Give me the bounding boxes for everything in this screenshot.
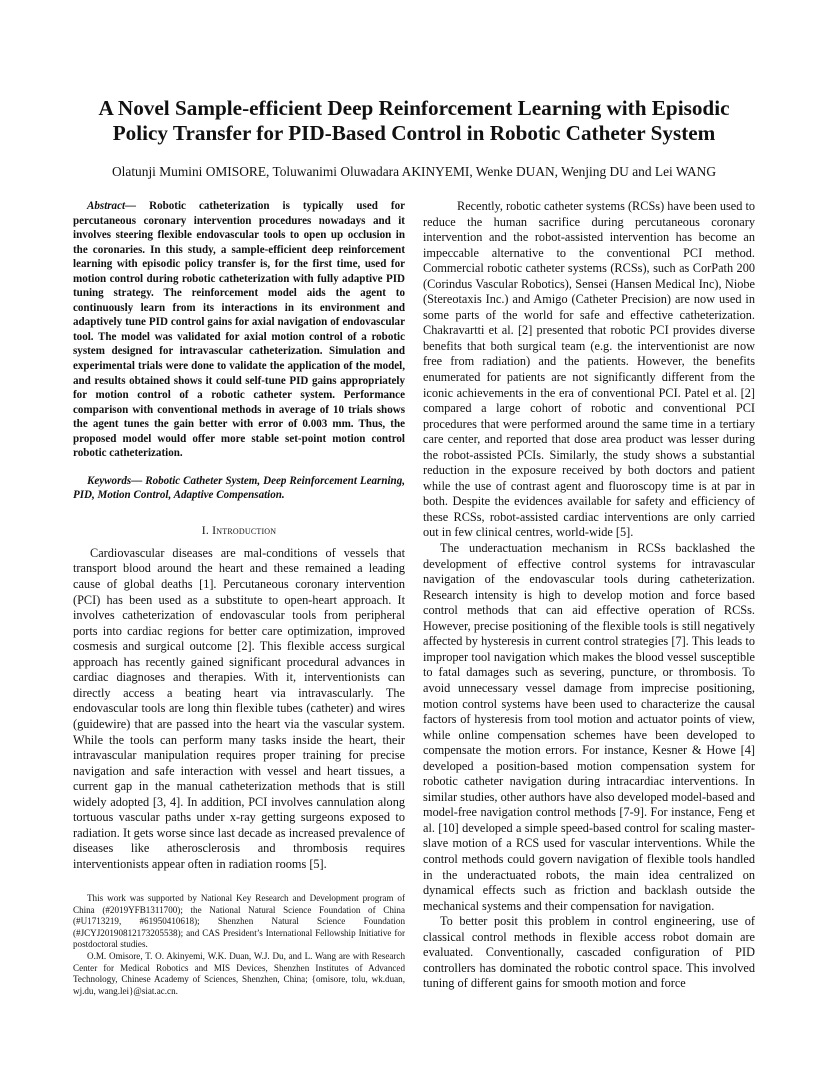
right-column	[423, 199, 755, 992]
intro-paragraph-2: Recently, robotic catheter systems (RCSs) have been used to reduce the human sacrifice during percutaneous coronary intervention and the robot-assisted intervention has become an impeccable alternative to the conventional PCI method. Commercial robotic catheter systems (RCSs), such as CorPath 200 (Corindus Vascular Robotics), Sensei (Hansen Medical Inc), Niobe (Stereotaxis Inc.) and Amigo (Catheter Precision) are now used in some parts of the world for safe and effective catheterization. Chakravartti et al. [2] presented that robotic PCI provides diverse benefits that both surgical team (e.g. the interventionist are now free from radiation) and the patients. However, the benefits enumerated for patients are not significantly different from the iconic achievements in the era of conventional PCI. Patel et al. [2] compared a large cohort of robotic and conventional PCI procedures that were performed around the same time in a tertiary care center, and reported that dose area product was lesser during the robot-assisted PCIs. Similarly, the study shows a substantial reduction in the exposure received by both doctors and patient while the use of contrast agent and fluoroscopy time is at par in both. Despite the evidences available for safety and efficiency of these RCSs, robot-assisted cardiac interventions are only carried out in few clinical centres, world-wide [5].	[423, 199, 756, 540]
section-numeral: I.	[201, 522, 209, 537]
section-heading-introduction	[73, 523, 405, 538]
abstract	[73, 199, 405, 461]
abstract-text: Robotic catheterization is typically used for percutaneous coronary intervention procedures nowadays and it involves steering flexible endovascular tools to open up occlusion in the coronaries. In this study, a sample-efficient deep reinforcement learning with episodic policy transfer is, for the first time, used for motion control during robotic catheterization with fully adaptive PID tuning strategy. The reinforcement model aids the agent to continuously learn from its interactions in its environment and adaptively tune PID control gains for axial navigation of endovascular tool. The model was validated for axial motion control of a robotic system designed for intravascular catheterization. Simulation and experimental trials were done to validate the application of the model, and results obtained shows it could self-tune PID gains appropriately for motion control of a robotic catheter system. Performance comparison with conventional methods in average of 10 trials shows the agent tunes the gain better with error of 0.003 mm. Thus, the proposed model would offer more stable set-point motion control robotic catheterization.	[73, 200, 405, 460]
intro-paragraph-4: To better posit this problem in control engineering, use of classical control methods in flexible access robot domain are evaluated. Conventionally, cascaded configuration of PID controllers has dominated the robotic control space. This involved tuning of different gains for smooth motion and force	[423, 914, 755, 991]
affiliation-footnote: O.M. Omisore, T. O. Akinyemi, W.K. Duan, W.J. Du, and L. Wang are with Research Center for Medical Robotics and MIS Devices, Shenzhen Institutes of Advanced Technology, Chinese Academy of Sciences, Shenzhen, China; {omisore, tolu, wk.duan, wj.du, wang.lei}@siat.ac.cn.	[73, 950, 405, 996]
intro-paragraph-1: Cardiovascular diseases are mal-conditions of vessels that transport blood around the heart and these remained a leading cause of global deaths [1]. Percutaneous coronary intervention (PCI) has been used as a substitute to open-heart approach. It involves catheterization of endovascular tools from peripheral ports into cardiac regions for better care optimization, improved cosmesis and surgical outcome [2]. This flexible access surgical approach has recently gained significant procedural advances in cardiac diagnoses and therapies. With it, interventionists can directly access a beating heart via intravascularly. The endovascular tools are long thin flexible tubes (catheter) and wires (guidewire) that are passed into the heart via the vascular system. While the tools can perform many tasks inside the heart, their intravascular manipulation requires proper training for precise navigation and safe interaction with vessel and heart tissues, a current gap in the manual catheterization methods that is still widely adopted [3, 4]. In addition, PCI involves cannulation along tortuous vascular paths under x-ray getting surgeons exposed to radiation. It gets worse since last decade as increased prevalence of diseases like atherosclerosis and thrombosis requires interventionists appear often in radiation rooms [5].	[73, 545, 405, 871]
keywords: Keywords— Robotic Catheter System, Deep Reinforcement Learning, PID, Motion Control, Adaptive Compensation.	[73, 474, 405, 502]
left-column	[73, 199, 405, 872]
section-title: Introduction	[212, 522, 277, 537]
footnotes	[73, 893, 405, 997]
author-list: Olatunji Mumini OMISORE, Toluwanimi Oluwadara AKINYEMI, Wenke DUAN, Wenjing DU and Lei WANG	[112, 164, 716, 179]
paper-title: A Novel Sample-efficient Deep Reinforcement Learning with Episodic Policy Transfer for PID-Based Control in Robotic Catheter System	[98, 96, 730, 145]
abstract-label: Abstract—	[87, 200, 137, 212]
intro-paragraph-3: The underactuation mechanism in RCSs backlashed the development of effective control systems for intravascular navigation of the endovascular tools during catheterization. Research intensity is high to develop motion and force based control methods that can aid effective operation of RCSs. However, precise positioning of the flexible tools is still negatively affected by hysteresis in current control strategies [7]. This leads to improper tool navigation which makes the blood vessel susceptible to fatal damages such as severing, puncture, or thrombosis. To avoid unnecessary vessel damage from imprecise positioning, motion control systems have been used to characterize the causal factors of hysteresis from tool motion and actuator points of view, while online compensation schemes have been developed to compensate the motion errors. For instance, Kesner & Howe [4] developed a position-based motion compensation system for robotic catheter navigation during intracardiac interventions. In similar studies, other authors have also developed model-based and model-free navigation control methods [7-9]. For instance, Feng et al. [10] developed a simple speed-based control for scaling master-slave motion of a RCS used for vascular interventions. While the control methods could govern navigation of flexible tools handled in the underactuated robots, the main idea centralized on dynamical effects such as friction and backlash outside the mechanical systems and their compensation for navigation.	[423, 541, 755, 913]
funding-footnote: This work was supported by National Key Research and Development program of China (#2019YFB1311700); the National Natural Science Foundation of China (#U1713219, #61950410618); Shenzhen Natural Science Foundation (#JCYJ20190812173205538); and CAS President’s International Fellowship Initiative for postdoctoral studies.	[73, 893, 405, 950]
